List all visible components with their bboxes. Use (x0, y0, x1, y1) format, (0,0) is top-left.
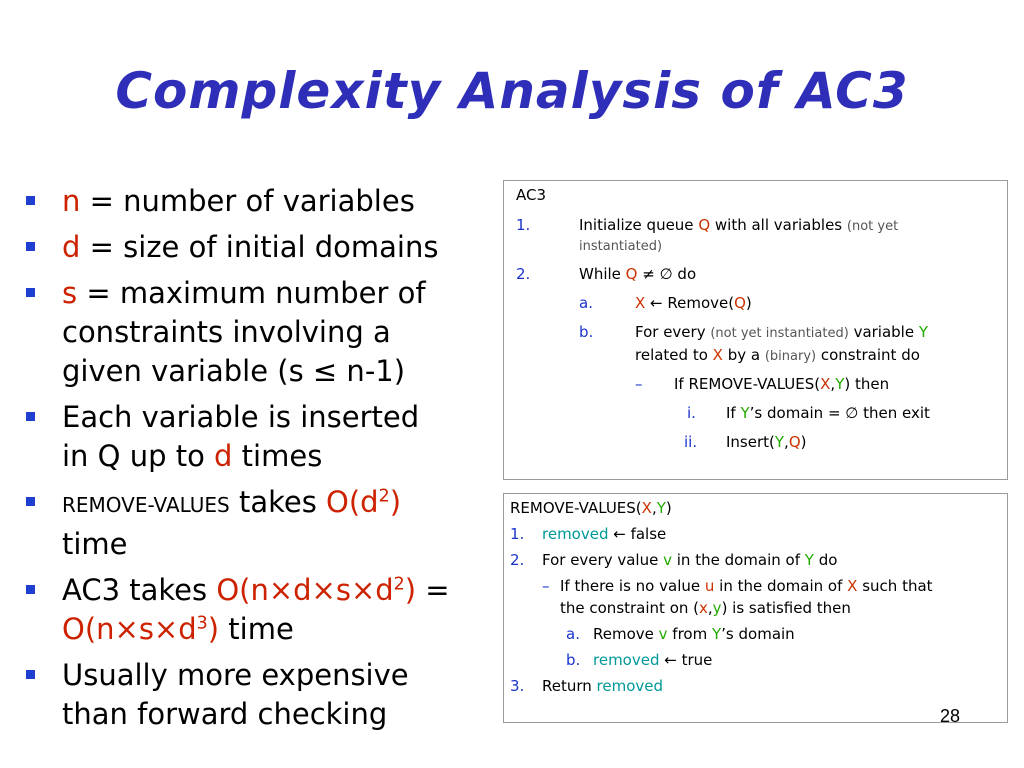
step-letter: b. (566, 651, 581, 669)
var-n: n (62, 184, 81, 218)
var-v: v (658, 625, 668, 643)
step-note: (binary) (764, 349, 817, 364)
ac3-step-1 (579, 215, 898, 237)
step-number: 2. (516, 265, 531, 283)
step-text: If REMOVE-VALUES( (674, 375, 821, 393)
var-x: X (820, 375, 831, 393)
bullet-inserted (22, 398, 492, 476)
step-letter: a. (566, 625, 580, 643)
exponent: 2 (378, 486, 390, 507)
var-q: Q (788, 433, 801, 451)
bullet-text: than forward checking (62, 697, 388, 731)
step-text: , (651, 499, 657, 517)
rv-if-no-value-cont (560, 598, 851, 619)
bullet-text: = size of initial domains (80, 230, 439, 264)
remove-values-box (503, 493, 1008, 723)
rv-step-3 (542, 676, 663, 697)
bullet-text: takes (229, 485, 327, 519)
bullet-text: given variable (s ≤ n-1) (62, 354, 406, 388)
dash-marker: – (542, 577, 550, 595)
step-text: ) (745, 294, 752, 312)
complexity-expr: ) (389, 485, 402, 519)
step-text: If there is no value (560, 577, 705, 595)
step-number: 1. (516, 216, 531, 234)
bullet-text: time (219, 612, 294, 646)
rv-step-2 (542, 550, 837, 571)
var-x: X (847, 577, 858, 595)
step-text: with all variables (710, 216, 847, 234)
step-text: Remove (593, 625, 659, 643)
exponent: 3 (196, 613, 208, 634)
exponent: 2 (393, 574, 405, 595)
bullet-remove-values (22, 483, 492, 564)
bullet-text: = maximum number of (77, 276, 426, 310)
rv-step-a (593, 624, 795, 645)
step-text: ← false (608, 525, 667, 543)
var-y: Y (711, 625, 722, 643)
var-x: X (635, 294, 646, 312)
step-number: 1. (510, 525, 525, 543)
step-text: Return (542, 677, 597, 695)
step-number: 3. (510, 677, 525, 695)
bullet-text: Each variable is inserted (62, 400, 420, 434)
step-number: 2. (510, 551, 525, 569)
bullet-n (22, 182, 492, 221)
bullet-text: = number of variables (80, 184, 415, 218)
step-text: constraint do (816, 346, 920, 364)
step-text: Insert( (726, 433, 775, 451)
remove-values-label: REMOVE-VALUES (62, 493, 230, 517)
var-y: Y (804, 551, 814, 569)
step-text: REMOVE-VALUES( (510, 499, 642, 517)
bullet-list (22, 182, 492, 741)
ac3-step-2b-cont (635, 345, 920, 367)
var-x: X (712, 346, 723, 364)
step-text: ) (800, 433, 807, 451)
step-text: For every (635, 323, 711, 341)
ac3-algorithm-box (503, 180, 1008, 480)
step-text: , (784, 433, 789, 451)
bullet-text: AC3 takes (62, 573, 217, 607)
var-q: Q (698, 216, 711, 234)
ac3-step-ii (726, 432, 807, 453)
bullet-text: Usually more expensive (62, 658, 409, 692)
var-u: u (704, 577, 715, 595)
step-text: from (667, 625, 712, 643)
var-y: Y (835, 375, 845, 393)
ac3-step-2b (635, 322, 928, 344)
page-number: 28 (940, 706, 961, 726)
step-text: in the domain of (671, 551, 805, 569)
complexity-expr: ) (404, 573, 417, 607)
dash-marker: – (635, 375, 643, 393)
bullet-d (22, 228, 492, 267)
step-text: For every value (542, 551, 664, 569)
var-y: Y (918, 323, 929, 341)
bullet-text: constraints involving a (62, 315, 391, 349)
step-text: by a (722, 346, 765, 364)
var-removed: removed (542, 525, 609, 543)
bullet-text: in Q up to (62, 439, 215, 473)
bullet-text: times (232, 439, 323, 473)
slide-title: Complexity Analysis of AC3 (115, 62, 909, 120)
step-text: ’s domain (721, 625, 795, 643)
step-text: ) (665, 499, 672, 517)
step-text: Initialize queue (579, 216, 699, 234)
var-y: y (712, 599, 722, 617)
rv-if-no-value (560, 576, 933, 597)
step-text: variable (848, 323, 919, 341)
step-text: ≠ ∅ do (637, 265, 697, 283)
step-text: ) is satisfied then (721, 599, 851, 617)
step-text: ← true (659, 651, 713, 669)
step-text: , (707, 599, 713, 617)
rv-step-1 (542, 524, 666, 545)
step-roman: i. (687, 404, 696, 422)
complexity-expr: ) (207, 612, 220, 646)
bullet-text: = (416, 573, 450, 607)
var-d: d (214, 439, 233, 473)
step-note: (not yet (846, 219, 899, 234)
step-text: ← Remove( (645, 294, 735, 312)
var-y: Y (740, 404, 750, 422)
bullet-ac3-takes (22, 571, 492, 649)
var-y: Y (774, 433, 785, 451)
step-roman: ii. (684, 433, 698, 451)
remove-values-heading (510, 498, 672, 519)
step-letter: b. (579, 323, 594, 341)
var-removed: removed (596, 677, 664, 695)
step-text: in the domain of (714, 577, 848, 595)
bullet-s (22, 274, 492, 391)
step-text: While (579, 265, 626, 283)
step-text: ’s domain = ∅ then exit (749, 404, 930, 422)
var-q: Q (625, 265, 638, 283)
complexity-expr: O(n×s×d (62, 612, 197, 646)
step-note: instantiated) (579, 239, 663, 254)
var-x: X (641, 499, 652, 517)
step-text: do (813, 551, 838, 569)
rv-step-b (593, 650, 712, 671)
step-note: (not yet instantiated) (710, 326, 849, 341)
step-letter: a. (579, 294, 593, 312)
ac3-step-i (726, 403, 930, 424)
step-text: ) then (844, 375, 890, 393)
var-s: s (62, 276, 78, 310)
ac3-heading: AC3 (516, 186, 547, 204)
ac3-step-2a (635, 293, 752, 314)
step-text: the constraint on ( (560, 599, 699, 617)
step-text: related to (635, 346, 713, 364)
ac3-if-remove-values (674, 374, 889, 395)
step-text: , (830, 375, 836, 393)
bullet-expensive (22, 656, 492, 734)
var-removed: removed (593, 651, 660, 669)
var-d: d (62, 230, 81, 264)
step-text: If (726, 404, 741, 422)
complexity-expr: O(d (326, 485, 379, 519)
step-text: such that (857, 577, 933, 595)
complexity-expr: O(n×d×s×d (216, 573, 394, 607)
var-q: Q (734, 294, 746, 312)
bullet-text: time (62, 527, 128, 561)
ac3-step-2 (579, 264, 696, 285)
var-v: v (663, 551, 672, 569)
var-y: Y (656, 499, 666, 517)
var-x: x (699, 599, 708, 617)
